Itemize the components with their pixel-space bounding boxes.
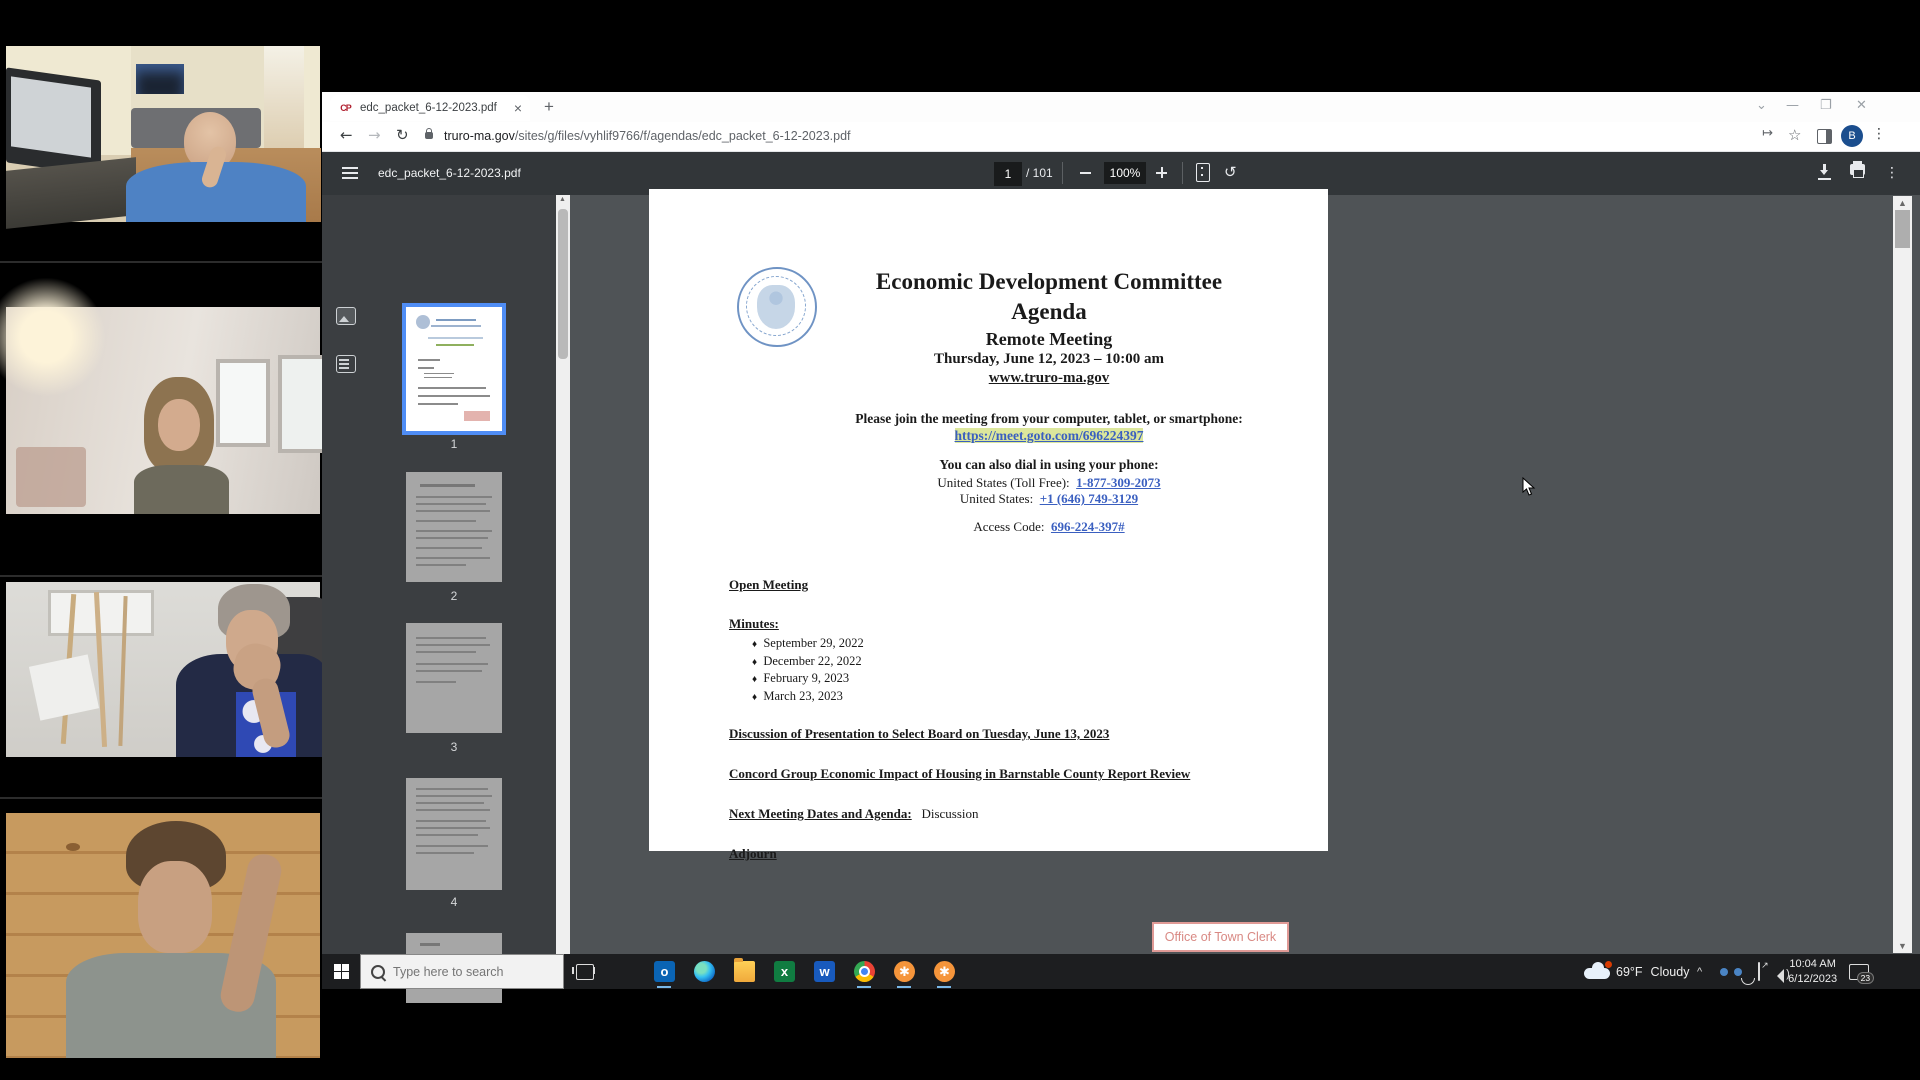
scroll-down-icon[interactable]: ▼	[1898, 941, 1907, 951]
tab-strip	[322, 92, 1920, 122]
us-phone-link[interactable]: +1 (646) 749-3129	[1039, 491, 1139, 506]
minutes-item: ♦ December 22, 2022	[752, 654, 862, 668]
doc-datetime: Thursday, June 12, 2023 – 10:00 am	[933, 351, 1165, 367]
notification-center-icon[interactable]	[1849, 964, 1871, 983]
participant-video-2[interactable]	[0, 263, 322, 574]
zoom-in-icon[interactable]	[1156, 167, 1167, 178]
tab-title: edc_packet_6-12-2023.pdf	[360, 102, 497, 114]
pdf-scrollbar[interactable]	[1893, 196, 1912, 953]
pdf-page	[649, 189, 1328, 944]
sidebar-scroll-up-icon[interactable]: ▲	[559, 196, 566, 203]
minutes-item: ♦ March 23, 2023	[752, 689, 843, 703]
new-tab-button[interactable]: +	[544, 97, 554, 116]
agenda-item-discussion: Discussion of Presentation to Select Board on Tuesday, June 13, 2023	[729, 726, 1110, 741]
clock-date: 6/12/2023	[1788, 972, 1838, 985]
pdf-favicon-icon: CP	[340, 103, 351, 113]
toolbar-divider	[1062, 162, 1063, 184]
chrome-running-indicator	[857, 986, 871, 988]
page-count: / 101	[1026, 166, 1053, 180]
town-clerk-stamp: Office of Town Clerk	[1152, 922, 1289, 952]
windows-taskbar	[322, 954, 1920, 989]
participant-2-torso	[134, 465, 229, 514]
bullet-icon: ♦	[752, 657, 758, 668]
page-thumbnail-2[interactable]	[406, 472, 502, 582]
search-input[interactable]	[391, 964, 545, 980]
notification-badge: 23	[1857, 972, 1874, 984]
forward-icon[interactable]: →	[368, 126, 381, 144]
pdf-menu-icon[interactable]	[342, 167, 358, 169]
access-code-line: Access Code: 696-224-397#	[973, 519, 1125, 534]
zoom-out-icon[interactable]	[1080, 172, 1091, 174]
doc-subtitle: Remote Meeting	[985, 329, 1113, 349]
goto-running-indicator	[897, 986, 911, 988]
participant-2-face	[158, 399, 200, 451]
meeting-link-line	[649, 428, 1449, 444]
minutes-item: ♦ February 9, 2023	[752, 671, 850, 685]
bullet-icon: ♦	[752, 692, 758, 703]
desk-surface	[6, 157, 136, 229]
reload-icon[interactable]: ↻	[396, 126, 409, 144]
browser-toolbar	[322, 122, 1920, 152]
dial-instruction: You can also dial in using your phone:	[939, 457, 1159, 472]
outlook-icon[interactable]: o	[654, 961, 675, 982]
participant-video-4[interactable]	[0, 799, 322, 1080]
goto-app-icon[interactable]: ✱	[934, 961, 955, 982]
profile-avatar[interactable]: B	[1841, 125, 1863, 147]
edge-icon[interactable]	[694, 961, 715, 982]
canvas-sheet	[29, 654, 99, 720]
word-icon[interactable]: w	[814, 961, 835, 982]
sidebar-scrollbar[interactable]	[556, 195, 570, 954]
pdf-more-icon[interactable]: ⋮	[1885, 165, 1899, 181]
clock-time: 10:04 AM	[1789, 957, 1836, 970]
whiteboard	[48, 590, 154, 636]
goto-meeting-icon[interactable]: ✱	[894, 961, 915, 982]
chrome-browser-window	[322, 92, 1920, 954]
back-icon[interactable]: ←	[340, 126, 353, 144]
pdf-thumbnail-sidebar	[322, 195, 558, 954]
access-code-link[interactable]: 696-224-397#	[1050, 519, 1125, 534]
taskbar-search[interactable]	[360, 954, 564, 989]
excel-icon[interactable]: x	[774, 961, 795, 982]
table-object	[16, 447, 86, 507]
participant-4-video-frame	[6, 813, 320, 1058]
pdf-filename: edc_packet_6-12-2023.pdf	[378, 166, 521, 180]
url-domain: truro-ma.gov	[444, 129, 515, 143]
participant-2-video-frame	[6, 307, 320, 514]
page-thumbnail-4[interactable]	[406, 778, 502, 890]
scroll-up-icon[interactable]: ▲	[1898, 198, 1907, 208]
doc-title-line1: Economic Development Committee	[875, 269, 1223, 294]
doc-title-line2: Agenda	[1011, 299, 1087, 324]
toolbar-divider	[1182, 162, 1183, 184]
window-menu-caret-icon[interactable]: ⌄	[1756, 98, 1767, 113]
url-path: /sites/g/files/vyhlif9766/f/agendas/edc_packet_6-12-2023.pdf	[514, 129, 851, 143]
search-icon	[371, 965, 385, 979]
doc-website[interactable]: www.truro-ma.gov	[988, 370, 1110, 386]
print-icon[interactable]	[1850, 164, 1865, 175]
bright-window-1	[216, 359, 270, 447]
page-thumbnail-1[interactable]	[406, 307, 502, 431]
lock-icon[interactable]	[425, 132, 433, 139]
window-glow	[0, 277, 106, 397]
tollfree-line: United States (Toll Free): 1-877-309-2073	[937, 475, 1161, 490]
fit-page-icon[interactable]	[1196, 163, 1210, 182]
thumbnail-page-number: 2	[450, 589, 458, 603]
browser-tab[interactable]	[330, 95, 530, 121]
monitor-screen	[11, 76, 91, 157]
weather-temperature: 69°F	[1616, 964, 1643, 979]
rotate-icon[interactable]: ↺	[1224, 163, 1237, 181]
minutes-item: ♦ September 29, 2022	[752, 636, 864, 650]
sidebar-scroll-thumb[interactable]	[558, 209, 568, 359]
next-meeting-line: Next Meeting Dates and Agenda: Discussion	[729, 806, 979, 821]
file-explorer-icon[interactable]	[734, 961, 755, 982]
page-number-input[interactable]	[994, 162, 1022, 186]
weather-condition: Cloudy	[1650, 964, 1690, 979]
thumbnail-page-number: 3	[450, 740, 458, 754]
participant-1-video-frame	[6, 46, 320, 222]
window-minimize-button[interactable]: —	[1786, 98, 1799, 113]
goto-app-running-indicator	[937, 986, 951, 988]
tollfree-phone-link[interactable]: 1-877-309-2073	[1076, 475, 1161, 490]
minutes-heading: Minutes:	[729, 616, 779, 631]
tv-screen	[136, 64, 184, 94]
download-icon-bar	[1818, 178, 1831, 180]
chrome-icon[interactable]	[854, 961, 875, 982]
tab-close-icon[interactable]: ×	[513, 100, 522, 116]
participant-4-face	[138, 861, 212, 953]
thumbnail-page-number: 4	[450, 895, 458, 909]
taskbar-clock[interactable]	[1788, 957, 1837, 987]
bullet-icon: ♦	[752, 639, 758, 650]
agenda-item-concord: Concord Group Economic Impact of Housing in Barnstable County Report Review	[729, 766, 1191, 781]
zoom-level[interactable]: 100%	[1104, 162, 1146, 184]
thumbnail-view-icon[interactable]	[336, 307, 356, 325]
document-outline-icon[interactable]	[336, 355, 356, 373]
system-tray	[1690, 954, 1876, 989]
open-meeting-heading: Open Meeting	[729, 577, 809, 592]
start-button[interactable]	[334, 964, 349, 979]
bookmark-star-icon[interactable]: ☆	[1788, 126, 1802, 144]
participant-video-3[interactable]	[0, 577, 322, 797]
bullet-icon: ♦	[752, 674, 758, 685]
window-close-button[interactable]: ✕	[1856, 98, 1867, 113]
adjourn-heading: Adjourn	[729, 846, 777, 861]
bright-window-2	[278, 355, 328, 453]
window-restore-button[interactable]: ❐	[1820, 98, 1832, 113]
participant-video-1[interactable]	[0, 8, 322, 261]
thumbnail-page-number: 1	[450, 437, 458, 451]
side-panel-icon[interactable]	[1817, 129, 1832, 144]
mouse-cursor	[1522, 477, 1538, 497]
cast-icon[interactable]	[1758, 963, 1760, 981]
share-icon[interactable]: ↦	[1762, 126, 1773, 141]
meeting-link[interactable]: https://meet.goto.com/696224397	[954, 428, 1144, 443]
task-view-icon[interactable]	[576, 964, 594, 980]
download-icon[interactable]	[1818, 164, 1831, 177]
weather-widget[interactable]	[1584, 954, 1689, 989]
join-instruction: Please join the meeting from your computer, tablet, or smartphone:	[855, 411, 1243, 426]
page-thumbnail-3[interactable]	[406, 623, 502, 733]
participant-3-video-frame	[6, 582, 320, 757]
us-line: United States: +1 (646) 749-3129	[959, 491, 1139, 506]
outlook-running-indicator	[657, 986, 671, 988]
browser-menu-icon[interactable]: ⋮	[1872, 126, 1886, 142]
address-bar[interactable]	[444, 129, 851, 143]
tray-expand-icon[interactable]: ^	[1697, 965, 1703, 978]
scroll-thumb[interactable]	[1895, 210, 1910, 248]
weather-cloud-icon	[1584, 964, 1610, 980]
wood-knot-1	[66, 843, 80, 851]
